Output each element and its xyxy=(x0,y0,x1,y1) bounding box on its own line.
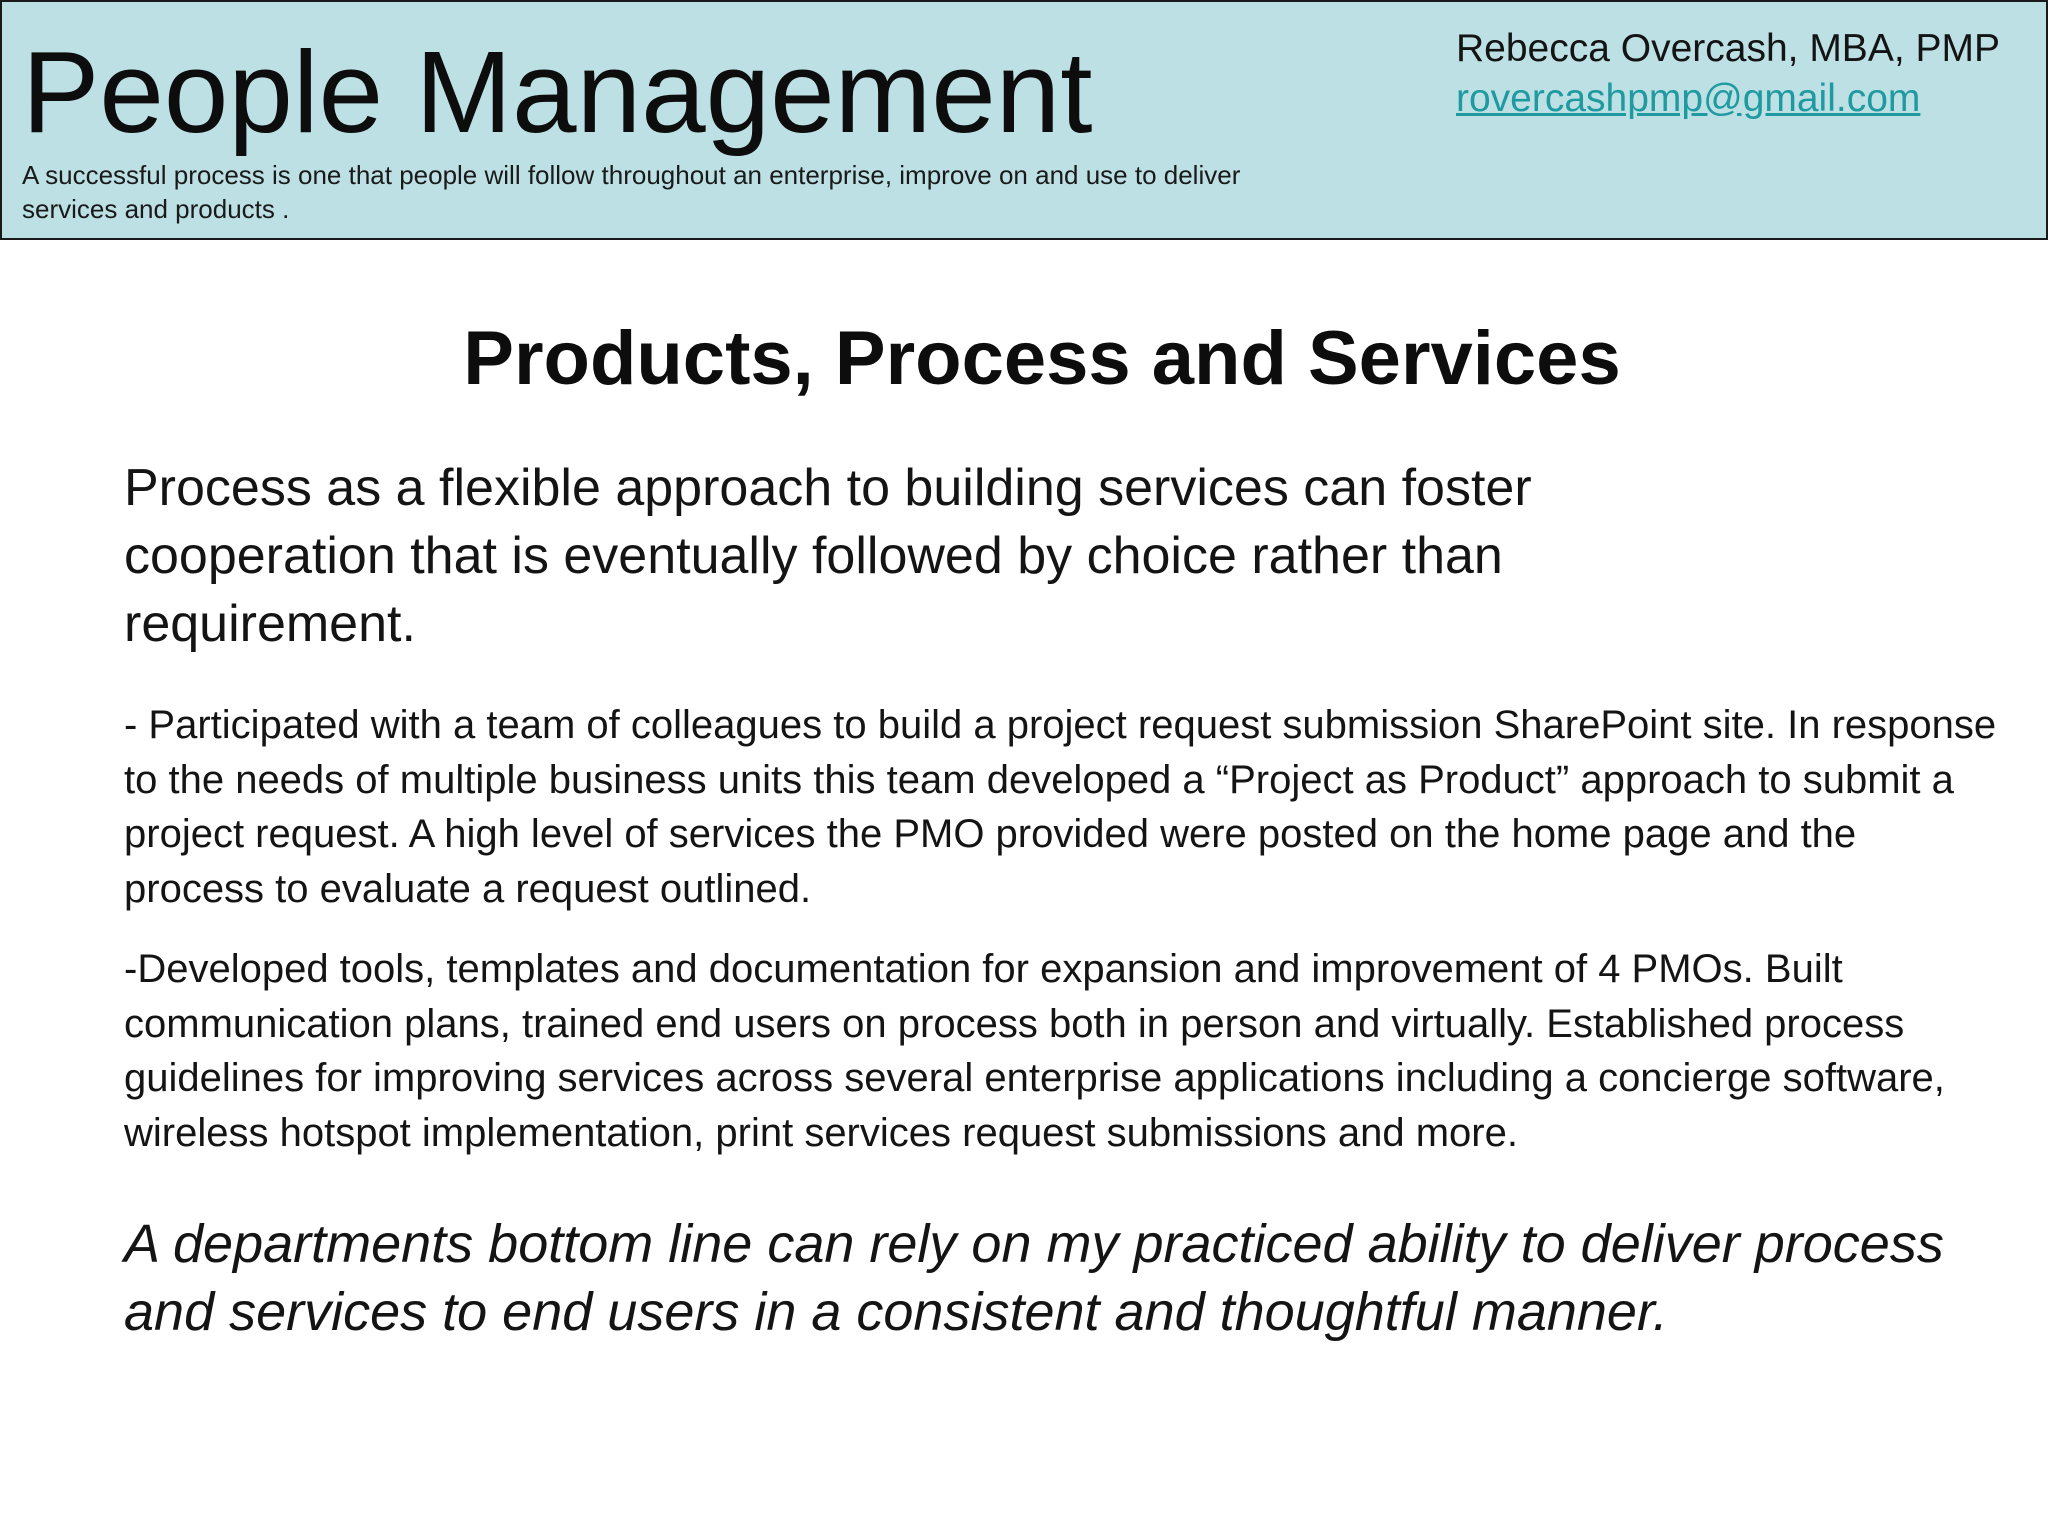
bullet-sharepoint-site: - Participated with a team of colleagues to build a project request submission SharePoint site. In response to the needs of multiple business units this team developed a “Project as Product” approach to submit a project request. A high level of services the PMO provided were posted on the home page and the process to evaluate a request outlined. xyxy=(124,703,1997,911)
author-email-link[interactable]: rovercashpmp@gmail.com xyxy=(1456,77,1921,120)
author-contact xyxy=(1456,24,2036,124)
author-name: Rebecca Overcash, MBA, PMP xyxy=(1456,27,2001,70)
closing-statement: A departments bottom line can rely on my practiced ability to deliver process and services to end users in a consistent and thoughtful manner. xyxy=(124,1214,1944,1342)
header-banner xyxy=(0,0,2048,240)
bullet-pmo-tools: -Developed tools, templates and documentation for expansion and improvement of 4 PMOs. Built communication plans, trained end users on process both in person and virtually. Established process guidelines for improving services across several enterprise applications including a concierge software, wireless hotspot implementation, print services request submissions and more. xyxy=(124,947,1945,1155)
slide-body xyxy=(124,454,2004,1346)
slide-heading: Products, Process and Services xyxy=(463,316,1621,401)
header-tagline: A successful process is one that people will follow throughout an enterprise, improve on and use to deliver services and products . xyxy=(22,160,1241,224)
intro-paragraph: Process as a flexible approach to building services can foster cooperation that is eventually followed by choice rather than requirement. xyxy=(124,459,1532,653)
page-title: People Management xyxy=(22,27,1093,157)
